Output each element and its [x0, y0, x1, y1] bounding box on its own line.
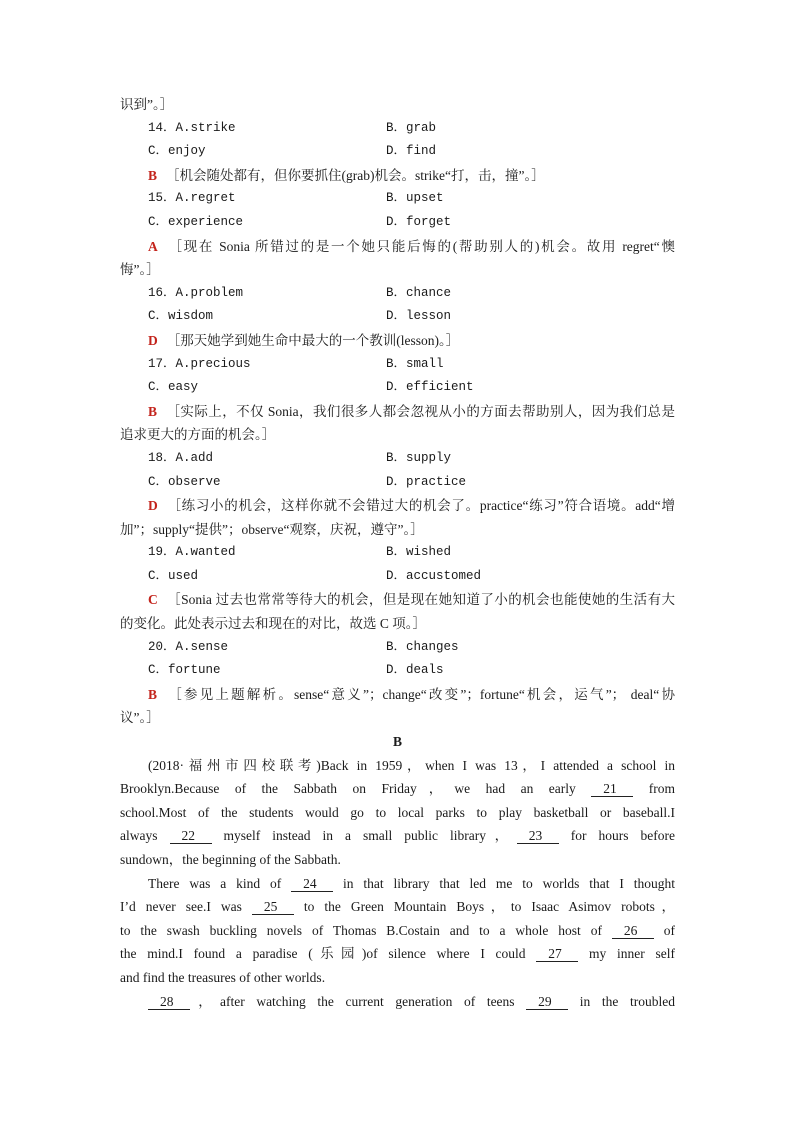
- question-20-explanation-continued: 议”。］: [120, 710, 160, 726]
- question-18-explanation: [120, 494, 675, 518]
- question-17-options-row-1: [120, 353, 675, 377]
- question-17-explanation-continued: 追求更大的方面的机会。］: [120, 427, 276, 443]
- passage-line-2: [120, 777, 675, 801]
- question-19-options-row-1: [120, 541, 675, 565]
- question-16-option-a: 16．A.problem: [148, 285, 244, 300]
- passage-line-4: [120, 824, 675, 848]
- passage-text: ，after watching the current generation of teens: [190, 993, 527, 1009]
- passage-text: to the swash buckling novels of Thomas B.Costain and to a whole host of: [120, 922, 612, 938]
- question-20-option-a: 20．A.sense: [148, 639, 229, 654]
- passage-line-11: [120, 990, 675, 1014]
- question-20-explanation-text: ［参见上题解析。sense“意义”；change“改变”；fortune“机会，运气”； deal“协: [166, 686, 675, 702]
- question-17-option-c: C．easy: [148, 380, 199, 395]
- previous-explanation-ending: 识到”。］: [120, 97, 174, 112]
- question-18-explanation-continued: 加”；supply“提供”；observe“观察，庆祝，遵守”。］: [120, 521, 424, 537]
- passage-text: Brooklyn.Because of the Sabbath on Friday，we had an early: [120, 781, 592, 797]
- question-20-options-row-2: [120, 659, 675, 683]
- question-18-explanation-text: ［练习小的机会，这样你就不会错过大的机会了。practice“练习”符合语境。add“增: [166, 498, 675, 514]
- question-18-options-row-2: [120, 471, 675, 495]
- page-content: [120, 93, 675, 1013]
- passage-line-6: [120, 872, 675, 896]
- question-17-answer: B: [148, 403, 158, 419]
- question-14-explanation: [120, 164, 675, 188]
- question-17-explanation-text: ［实际上，不仅 Sonia，我们很多人都会忽视从小的方面去帮助别人，因为我们总是: [166, 403, 675, 419]
- question-17-option-b: B．small: [386, 356, 444, 371]
- question-14-options-row-2: [120, 140, 675, 164]
- question-17-option-d: D．efficient: [386, 380, 474, 395]
- passage-line-5: [120, 848, 675, 872]
- passage-text: of: [653, 922, 675, 938]
- passage-text: the mind.I found a paradise (乐园)of silence where I could: [120, 946, 537, 962]
- passage-text: in the troubled: [568, 993, 675, 1009]
- question-17-options-row-2: [120, 376, 675, 400]
- question-14-option-c: C．enjoy: [148, 144, 206, 159]
- passage-text: in that library that led me to worlds that I thought: [333, 875, 675, 891]
- question-15-options-row-2: [120, 211, 675, 235]
- question-15-option-b: B．upset: [386, 191, 444, 206]
- passage-text: school.Most of the students would go to local parks to play basketball or baseball.I: [120, 804, 675, 820]
- question-20-explanation: [120, 683, 675, 707]
- question-14-option-a: 14．A.strike: [148, 120, 236, 135]
- blank-22: 22: [170, 829, 212, 844]
- passage-text: for hours before: [558, 828, 675, 844]
- question-15-answer: A: [148, 238, 158, 254]
- passage-text: There was a kind of: [148, 875, 292, 891]
- question-16-answer: D: [148, 332, 158, 348]
- question-18-options-row-1: [120, 447, 675, 471]
- passage-line-8: [120, 919, 675, 943]
- question-15-option-d: D．forget: [386, 214, 452, 229]
- question-19-explanation: [120, 588, 675, 612]
- blank-21: 21: [591, 782, 633, 797]
- question-14-options-row-1: [120, 117, 675, 141]
- question-16-explanation: [120, 329, 675, 353]
- blank-25: 25: [252, 900, 294, 915]
- blank-23: 23: [517, 829, 559, 844]
- question-15-options-row-1: [120, 187, 675, 211]
- question-14-explanation-text: ［机会随处都有，但你要抓住(grab)机会。strike“打，击，撞”。］: [166, 167, 545, 183]
- question-15-explanation-text: ［现在 Sonia 所错过的是一个她只能后悔的(帮助别人的)机会。故用 regret“懊: [166, 238, 675, 254]
- question-19-option-c: C．used: [148, 568, 199, 583]
- question-16-option-d: D．lesson: [386, 309, 452, 324]
- question-14-option-b: B．grab: [386, 120, 437, 135]
- passage-text: (2018·福州市四校联考)Back in 1959，when I was 13，I attended a school in: [148, 757, 675, 773]
- passage-line-9: [120, 942, 675, 966]
- question-19-explanation-text: ［Sonia 过去也常常等待大的机会，但是现在她知道了小的机会也能使她的生活有大: [166, 592, 675, 608]
- question-19-options-row-2: [120, 565, 675, 589]
- question-15-option-c: C．experience: [148, 214, 244, 229]
- question-18-option-a: 18．A.add: [148, 450, 214, 465]
- passage-text: always: [120, 828, 170, 844]
- question-19-option-d: D．accustomed: [386, 568, 482, 583]
- passage-line-10: [120, 966, 675, 990]
- blank-26: 26: [612, 924, 654, 939]
- question-18-option-b: B．supply: [386, 450, 452, 465]
- passage-text: to the Green Mountain Boys，to Isaac Asimov robots，: [293, 899, 676, 915]
- question-19-answer: C: [148, 592, 158, 608]
- passage-line-3: [120, 801, 675, 825]
- question-15-option-a: 15．A.regret: [148, 191, 236, 206]
- question-20-answer: B: [148, 686, 158, 702]
- question-18-option-c: C．observe: [148, 474, 221, 489]
- question-18-answer: D: [148, 498, 158, 514]
- blank-29: 29: [526, 995, 568, 1010]
- passage-text: I’d never see.I was: [120, 899, 252, 915]
- question-18-option-d: D．practice: [386, 474, 467, 489]
- question-15-explanation: [120, 235, 675, 259]
- question-17-explanation: [120, 400, 675, 424]
- question-16-options-row-2: [120, 305, 675, 329]
- passage-text: from: [633, 781, 675, 797]
- passage-text: myself instead in a small public library，: [211, 828, 517, 844]
- question-20-option-b: B．changes: [386, 639, 459, 654]
- question-19-option-a: 19．A.wanted: [148, 545, 236, 560]
- question-17-option-a: 17．A.precious: [148, 356, 251, 371]
- question-19-explanation-continued: 的变化。此处表示过去和现在的对比，故选 C 项。］: [120, 616, 427, 632]
- question-20-option-d: D．deals: [386, 663, 444, 678]
- question-14-option-d: D．find: [386, 144, 437, 159]
- question-16-explanation-text: ［那天她学到她生命中最大的一个教训(lesson)。］: [166, 332, 460, 348]
- passage-text: sundown，the beginning of the Sabbath.: [120, 852, 341, 867]
- section-b-heading: B: [392, 734, 402, 750]
- blank-28: 28: [148, 995, 190, 1010]
- blank-27: 27: [536, 947, 578, 962]
- question-16-option-b: B．chance: [386, 285, 452, 300]
- question-19-option-b: B．wished: [386, 545, 452, 560]
- question-20-option-c: C．fortune: [148, 663, 221, 678]
- passage-text: and find the treasures of other worlds.: [120, 969, 326, 985]
- question-16-option-c: C．wisdom: [148, 309, 214, 324]
- passage-line-7: [120, 895, 675, 919]
- blank-24: 24: [291, 877, 333, 892]
- question-14-answer: B: [148, 167, 158, 183]
- question-15-explanation-continued: 悔”。］: [120, 262, 160, 278]
- question-20-options-row-1: [120, 636, 675, 660]
- question-16-options-row-1: [120, 282, 675, 306]
- passage-text: my inner self: [578, 946, 676, 962]
- passage-line-1: [120, 754, 675, 778]
